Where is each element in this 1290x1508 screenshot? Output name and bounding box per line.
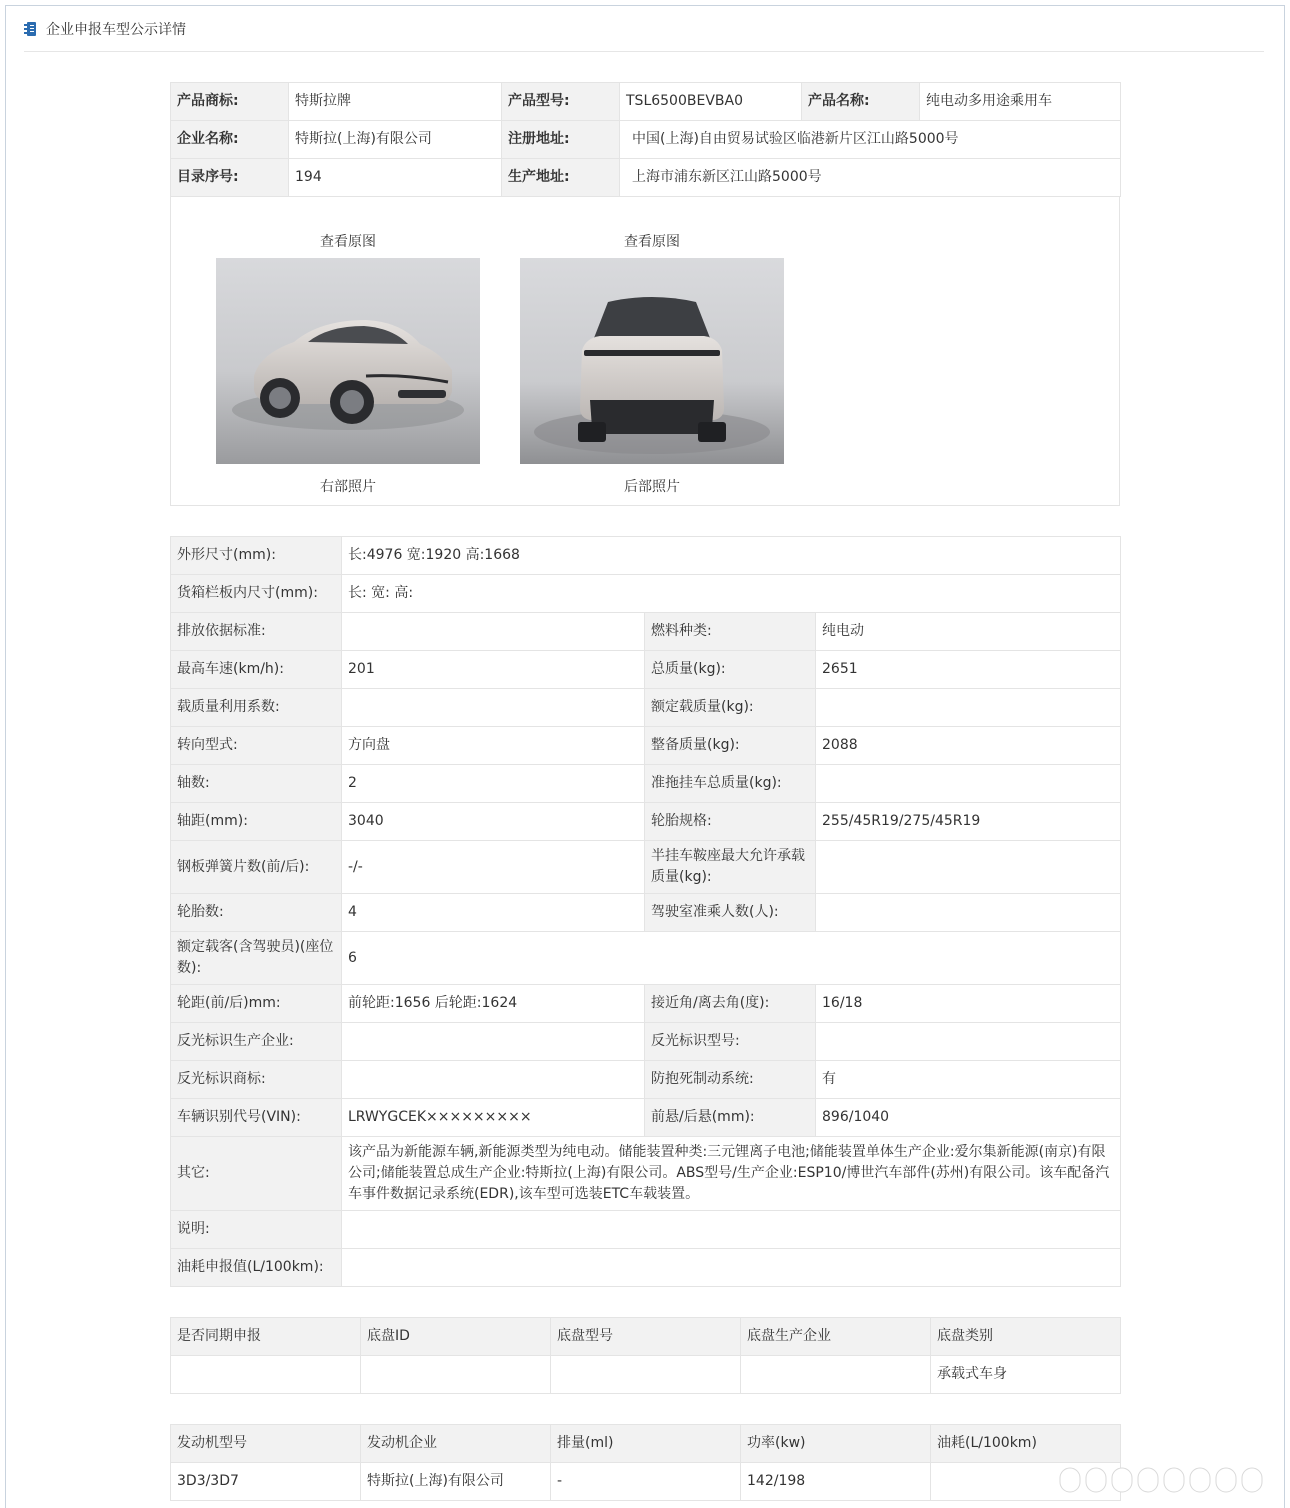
cab-label: 驾驶室准乘人数(人): bbox=[645, 894, 816, 932]
table-row bbox=[171, 83, 1121, 121]
wheelbase-value: 3040 bbox=[342, 803, 645, 841]
column-header: 底盘生产企业 bbox=[741, 1318, 931, 1356]
catalog-label: 目录序号: bbox=[171, 159, 289, 197]
cargo-label: 货箱栏板内尺寸(mm): bbox=[171, 575, 342, 613]
table-row bbox=[171, 765, 1121, 803]
table-row bbox=[171, 121, 1121, 159]
wheelbase-label: 轴距(mm): bbox=[171, 803, 342, 841]
reflect-model-label: 反光标识型号: bbox=[645, 1023, 816, 1061]
column-header: 油耗(L/100km) bbox=[931, 1425, 1121, 1463]
tire-spec-label: 轮胎规格: bbox=[645, 803, 816, 841]
photo-section bbox=[170, 196, 1120, 506]
abs-label: 防抱死制动系统: bbox=[645, 1061, 816, 1099]
seats-label: 额定载客(含驾驶员)(座位数): bbox=[171, 932, 342, 985]
springs-value: -/- bbox=[342, 841, 645, 894]
saddle-label: 半挂车鞍座最大允许承载质量(kg): bbox=[645, 841, 816, 894]
table-row bbox=[171, 613, 1121, 651]
product-name-label: 产品名称: bbox=[802, 83, 920, 121]
table-cell: 承载式车身 bbox=[931, 1356, 1121, 1394]
table-row bbox=[171, 1211, 1121, 1249]
prod-address-label: 生产地址: bbox=[502, 159, 620, 197]
total-mass-label: 总质量(kg): bbox=[645, 651, 816, 689]
column-header: 功率(kw) bbox=[741, 1425, 931, 1463]
table-cell: 142/198 bbox=[741, 1463, 931, 1501]
photo-rear bbox=[520, 232, 784, 496]
table-cell bbox=[741, 1356, 931, 1394]
vin-value: LRWYGCEK××××××××× bbox=[342, 1099, 645, 1137]
catalog-value: 194 bbox=[289, 159, 502, 197]
emission-label: 排放依据标准: bbox=[171, 613, 342, 651]
table-row bbox=[171, 1356, 1121, 1394]
column-header: 底盘类别 bbox=[931, 1318, 1121, 1356]
product-name-value: 纯电动多用途乘用车 bbox=[920, 83, 1121, 121]
springs-label: 钢板弹簧片数(前/后): bbox=[171, 841, 342, 894]
emission-value bbox=[342, 613, 645, 651]
reflect-brand-label: 反光标识商标: bbox=[171, 1061, 342, 1099]
steering-value: 方向盘 bbox=[342, 727, 645, 765]
table-header-row bbox=[171, 1425, 1121, 1463]
axles-value: 2 bbox=[342, 765, 645, 803]
column-header: 发动机企业 bbox=[361, 1425, 551, 1463]
seats-value: 6 bbox=[342, 932, 1121, 985]
table-header-row bbox=[171, 1318, 1121, 1356]
table-row bbox=[171, 575, 1121, 613]
page-title: 企业申报车型公示详情 bbox=[46, 21, 186, 38]
speed-value: 201 bbox=[342, 651, 645, 689]
column-header: 排量(ml) bbox=[551, 1425, 741, 1463]
table-row bbox=[171, 841, 1121, 894]
page-header bbox=[24, 14, 1264, 52]
dims-label: 外形尺寸(mm): bbox=[171, 537, 342, 575]
table-cell bbox=[361, 1356, 551, 1394]
model-value: TSL6500BEVBA0 bbox=[620, 83, 802, 121]
overhang-label: 前悬/后悬(mm): bbox=[645, 1099, 816, 1137]
other-label: 其它: bbox=[171, 1137, 342, 1211]
total-mass-value: 2651 bbox=[816, 651, 1121, 689]
consumption-value bbox=[342, 1249, 1121, 1287]
rear-photo-caption: 后部照片 bbox=[624, 479, 680, 495]
load-coef-label: 载质量利用系数: bbox=[171, 689, 342, 727]
rated-load-value bbox=[816, 689, 1121, 727]
table-row bbox=[171, 1137, 1121, 1211]
reg-address-label: 注册地址: bbox=[502, 121, 620, 159]
angle-label: 接近角/离去角(度): bbox=[645, 985, 816, 1023]
table-row bbox=[171, 651, 1121, 689]
table-cell: 特斯拉(上海)有限公司 bbox=[361, 1463, 551, 1501]
trailer-mass-label: 准拖挂车总质量(kg): bbox=[645, 765, 816, 803]
tires-value: 4 bbox=[342, 894, 645, 932]
table-row bbox=[171, 1023, 1121, 1061]
table-cell: - bbox=[551, 1463, 741, 1501]
reflect-brand-value bbox=[342, 1061, 645, 1099]
table-row bbox=[171, 159, 1121, 197]
track-label: 轮距(前/后)mm: bbox=[171, 985, 342, 1023]
curb-mass-value: 2088 bbox=[816, 727, 1121, 765]
column-header: 底盘ID bbox=[361, 1318, 551, 1356]
fuel-value: 纯电动 bbox=[816, 613, 1121, 651]
table-cell bbox=[171, 1356, 361, 1394]
car-rear-photo[interactable] bbox=[520, 258, 784, 464]
track-value: 前轮距:1656 后轮距:1624 bbox=[342, 985, 645, 1023]
reflect-mfr-value bbox=[342, 1023, 645, 1061]
tire-spec-value: 255/45R19/275/45R19 bbox=[816, 803, 1121, 841]
rated-load-label: 额定载质量(kg): bbox=[645, 689, 816, 727]
table-row bbox=[171, 1463, 1121, 1501]
table-row bbox=[171, 803, 1121, 841]
abs-value: 有 bbox=[816, 1061, 1121, 1099]
table-row bbox=[171, 1099, 1121, 1137]
cab-value bbox=[816, 894, 1121, 932]
photo-right bbox=[216, 232, 480, 496]
table-row bbox=[171, 1249, 1121, 1287]
basic-info-table bbox=[170, 82, 1121, 197]
curb-mass-label: 整备质量(kg): bbox=[645, 727, 816, 765]
model-label: 产品型号: bbox=[502, 83, 620, 121]
column-header: 发动机型号 bbox=[171, 1425, 361, 1463]
table-row bbox=[171, 689, 1121, 727]
reflect-model-value bbox=[816, 1023, 1121, 1061]
car-right-photo[interactable] bbox=[216, 258, 480, 464]
right-photo-caption: 右部照片 bbox=[320, 479, 376, 495]
company-label: 企业名称: bbox=[171, 121, 289, 159]
chassis-table bbox=[170, 1317, 1121, 1394]
axles-label: 轴数: bbox=[171, 765, 342, 803]
table-row bbox=[171, 932, 1121, 985]
table-row bbox=[171, 985, 1121, 1023]
table-row bbox=[171, 894, 1121, 932]
column-header: 是否同期申报 bbox=[171, 1318, 361, 1356]
view-original-link[interactable]: 查看原图 bbox=[624, 234, 680, 250]
table-row bbox=[171, 537, 1121, 575]
note-label: 说明: bbox=[171, 1211, 342, 1249]
steering-label: 转向型式: bbox=[171, 727, 342, 765]
table-cell: 3D3/3D7 bbox=[171, 1463, 361, 1501]
other-value: 该产品为新能源车辆,新能源类型为纯电动。储能装置种类:三元锂离子电池;储能装置单体生产企业:爱尔集新能源(南京)有限公司;储能装置总成生产企业:特斯拉(上海)有限公司。ABS型号/生产企业:ESP10/博世汽车部件(苏州)有限公司。该车配备汽车事件数据记录系统(EDR),该车型可选装ETC车载装置。 bbox=[342, 1137, 1121, 1211]
spec-table bbox=[170, 536, 1121, 1287]
brand-value: 特斯拉牌 bbox=[289, 83, 502, 121]
consumption-label: 油耗申报值(L/100km): bbox=[171, 1249, 342, 1287]
engine-table bbox=[170, 1424, 1121, 1501]
saddle-value bbox=[816, 841, 1121, 894]
table-row bbox=[171, 727, 1121, 765]
brand-label: 产品商标: bbox=[171, 83, 289, 121]
table-cell bbox=[551, 1356, 741, 1394]
note-value bbox=[342, 1211, 1121, 1249]
speed-label: 最高车速(km/h): bbox=[171, 651, 342, 689]
angle-value: 16/18 bbox=[816, 985, 1121, 1023]
dims-value: 长:4976 宽:1920 高:1668 bbox=[342, 537, 1121, 575]
fuel-label: 燃料种类: bbox=[645, 613, 816, 651]
tires-label: 轮胎数: bbox=[171, 894, 342, 932]
trailer-mass-value bbox=[816, 765, 1121, 803]
column-header: 底盘型号 bbox=[551, 1318, 741, 1356]
reflect-mfr-label: 反光标识生产企业: bbox=[171, 1023, 342, 1061]
cargo-value: 长: 宽: 高: bbox=[342, 575, 1121, 613]
reg-address-value: 中国(上海)自由贸易试验区临港新片区江山路5000号 bbox=[620, 121, 1121, 159]
load-coef-value bbox=[342, 689, 645, 727]
watermark-logo bbox=[1058, 1465, 1280, 1495]
vin-label: 车辆识别代号(VIN): bbox=[171, 1099, 342, 1137]
overhang-value: 896/1040 bbox=[816, 1099, 1121, 1137]
company-value: 特斯拉(上海)有限公司 bbox=[289, 121, 502, 159]
prod-address-value: 上海市浦东新区江山路5000号 bbox=[620, 159, 1121, 197]
table-row bbox=[171, 1061, 1121, 1099]
view-original-link[interactable]: 查看原图 bbox=[320, 234, 376, 250]
book-icon bbox=[24, 22, 36, 36]
